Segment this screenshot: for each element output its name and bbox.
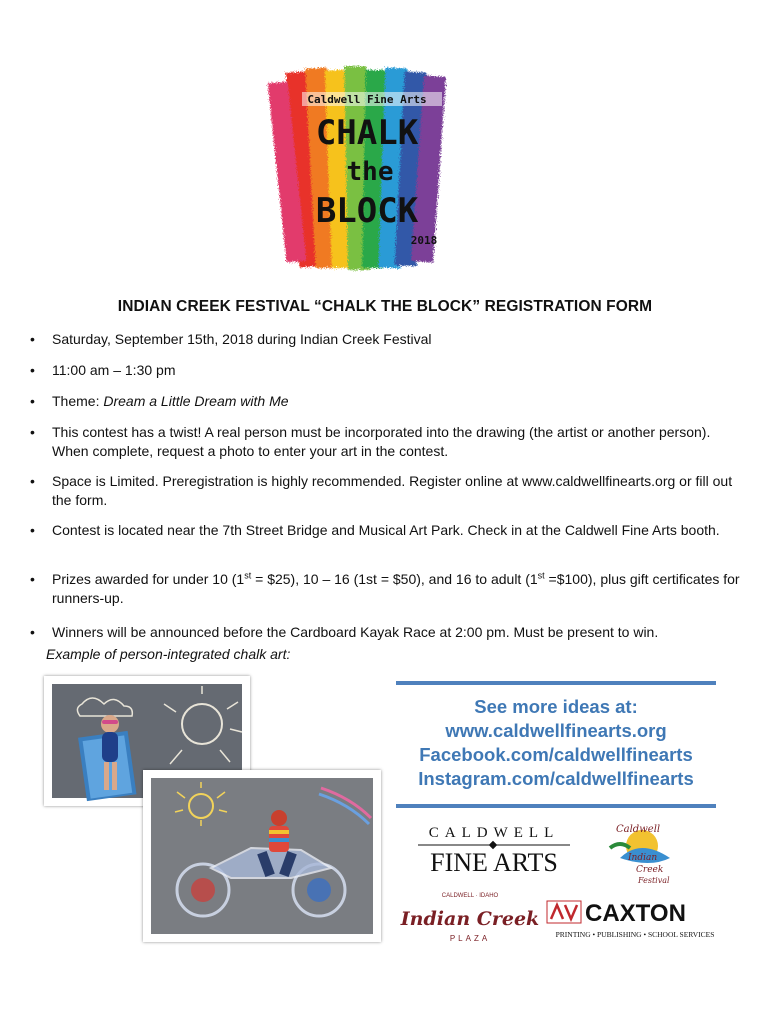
website-link[interactable]: www.caldwellfinearts.org bbox=[445, 720, 667, 741]
logo-year-text: 2018 bbox=[410, 234, 438, 247]
instagram-link[interactable]: Instagram.com/caldwellfinearts bbox=[418, 768, 694, 789]
icf-line1: Caldwell bbox=[616, 824, 661, 835]
list-item-location: • Contest is located near the 7th Street Bridge and Musical Art Park. Check in at the Caldwell Fine Arts booth. bbox=[30, 521, 742, 540]
list-item-time: • 11:00 am – 1:30 pm bbox=[30, 361, 742, 380]
logo-chalk-text: CHALK bbox=[315, 113, 419, 153]
icp-bottom-text: PLAZA bbox=[449, 934, 491, 943]
prizes-text-a: Prizes awarded for under 10 (1 bbox=[52, 571, 245, 587]
icf-line2: Indian bbox=[628, 853, 658, 863]
logo-the-text: the bbox=[346, 157, 394, 187]
example-caption: Example of person-integrated chalk art: bbox=[46, 646, 291, 662]
chalk-the-block-logo bbox=[262, 62, 472, 282]
indian-creek-plaza-logo bbox=[400, 889, 540, 947]
caxton-name-text: CAXTON bbox=[585, 900, 686, 927]
list-item-twist: • This contest has a twist! A real person must be incorporated into the drawing (the artist or another person). When complete, request a photo to enter your art in the contest. bbox=[30, 423, 742, 461]
form-title: INDIAN CREEK FESTIVAL “CHALK THE BLOCK” REGISTRATION FORM bbox=[117, 298, 653, 315]
cfa-bottom-text: FINE ARTS bbox=[430, 848, 558, 877]
caxton-logo bbox=[545, 897, 725, 941]
list-item-prizes bbox=[30, 570, 742, 608]
motorcycle-photo-image bbox=[151, 778, 373, 934]
list-item-winners: • Winners will be announced before the Cardboard Kayak Race at 2:00 pm. Must be present to win. bbox=[30, 623, 742, 642]
caxton-tag-text: PRINTING • PUBLISHING • SCHOOL SERVICES bbox=[555, 930, 715, 939]
theme-value: Dream a Little Dream with Me bbox=[103, 393, 289, 409]
icp-main-text: Indian Creek bbox=[400, 908, 540, 930]
icf-line4: Festival bbox=[638, 876, 670, 885]
theme-label: Theme: bbox=[52, 393, 104, 409]
caldwell-fine-arts-logo bbox=[414, 823, 574, 879]
prizes-sup-1: st bbox=[244, 570, 252, 581]
list-item-registration: • Space is Limited. Preregistration is highly recommended. Register online at www.caldwellfinearts.org or fill out the form. bbox=[30, 472, 742, 510]
icp-top-text: CALDWELL · IDAHO bbox=[441, 893, 499, 899]
see-more-heading: See more ideas at: bbox=[474, 696, 638, 717]
facebook-link[interactable]: Facebook.com/caldwellfinearts bbox=[419, 744, 693, 765]
cfa-top-text: CALDWELL bbox=[428, 825, 560, 841]
prizes-text-b: = $25), 10 – 16 (1st = $50), and 16 to adult (1 bbox=[251, 571, 538, 587]
list-item-date: • Saturday, September 15th, 2018 during Indian Creek Festival bbox=[30, 330, 742, 349]
logo-org-text: Caldwell Fine Arts bbox=[307, 93, 427, 106]
list-item-theme bbox=[30, 392, 742, 411]
prizes-text-c: =$100), plus gift certificates for runners-up. bbox=[52, 571, 740, 606]
divider-top bbox=[396, 681, 716, 685]
caxton-emblem-icon bbox=[547, 901, 581, 923]
example-photo-motorcycle bbox=[143, 770, 381, 942]
divider-bottom bbox=[396, 804, 716, 808]
prizes-sup-2: st bbox=[537, 570, 545, 581]
icf-line3: Creek bbox=[636, 865, 664, 875]
logo-block-text: BLOCK bbox=[315, 191, 419, 231]
see-more-block bbox=[396, 695, 716, 791]
indian-creek-festival-logo bbox=[600, 818, 680, 888]
